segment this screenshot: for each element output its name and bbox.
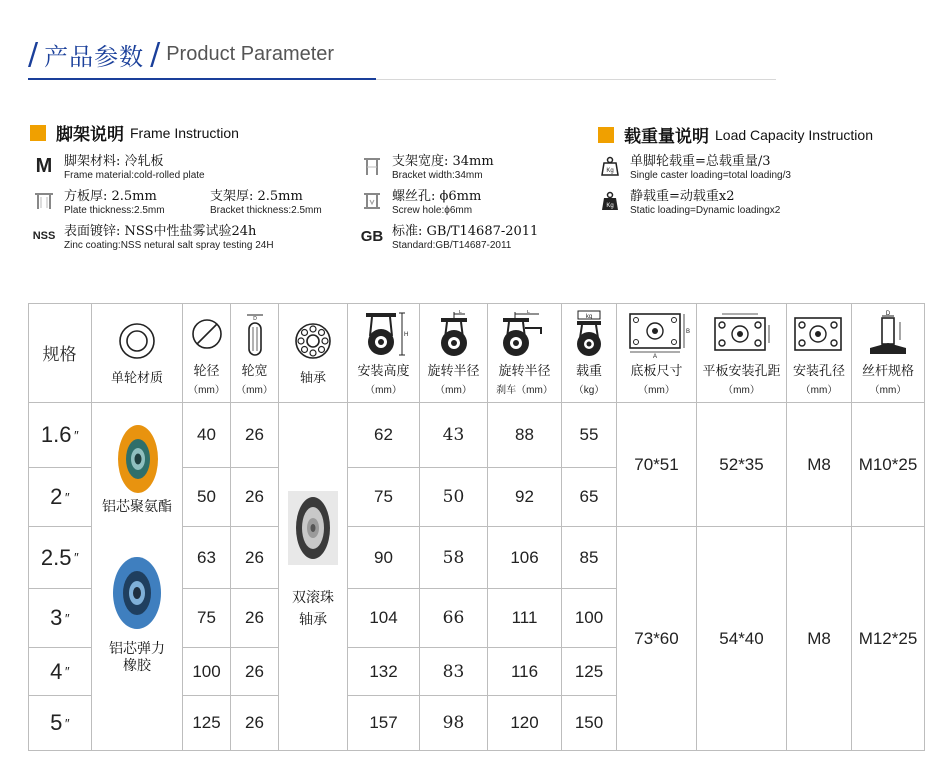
spec-en: Standard:GB/T14687-2011 xyxy=(392,240,512,251)
spec-en: Frame material:cold-rolled plate xyxy=(64,170,205,181)
header-bearing xyxy=(279,303,348,403)
header-label: 旋转半径 xyxy=(498,362,551,378)
load-title-en: Load Capacity Instruction xyxy=(715,126,873,143)
bearing-cell xyxy=(279,403,348,751)
material-label: 铝芯聚氨酯 xyxy=(102,498,172,514)
header-label: 旋转半径 xyxy=(427,362,480,378)
header-title-cn: 产品参数 xyxy=(44,42,145,71)
diameter-icon xyxy=(190,310,224,358)
header-width xyxy=(231,303,279,403)
wheel-ring-icon xyxy=(117,317,157,365)
svg-text:D: D xyxy=(885,310,891,317)
svg-text:L: L xyxy=(458,309,462,315)
header-label: 底板尺寸 xyxy=(630,362,683,378)
install-height-cell: 157 xyxy=(348,696,420,751)
header-swivel-radius-brake xyxy=(488,303,562,403)
orange-square-icon xyxy=(598,127,614,143)
size-cell: 3 ″ xyxy=(28,589,92,648)
width-cell: 26 xyxy=(231,589,279,648)
header-unit: 刹车（mm） xyxy=(496,384,553,396)
diameter-cell: 40 xyxy=(183,403,231,468)
corner-cell xyxy=(28,303,92,403)
bearing-label: 双滚珠 轴承 xyxy=(292,589,334,627)
install-height-cell: 132 xyxy=(348,648,420,696)
header-hole-spacing xyxy=(697,303,787,403)
swivel-radius-cell: 98 xyxy=(420,696,488,751)
diameter-cell: 50 xyxy=(183,468,231,527)
header-label: 平板安装孔距 xyxy=(702,362,781,378)
spec-en: Bracket thickness:2.5mm xyxy=(210,205,322,216)
swivel-radius-brake-cell: 120 xyxy=(488,696,562,751)
header-label: 轮宽 xyxy=(241,362,268,378)
diameter-cell: 63 xyxy=(183,527,231,589)
svg-text:kg: kg xyxy=(585,313,593,320)
wheel-width-icon xyxy=(242,310,268,358)
header-divider xyxy=(376,79,776,80)
spec-cn: 标准: GB/T14687-2011 xyxy=(392,224,539,239)
header-load xyxy=(562,303,617,403)
threaded-stem-cell: M10*25 xyxy=(852,403,925,527)
orange-square-icon xyxy=(30,125,46,141)
hole-diameter-icon xyxy=(791,310,847,358)
spec-cn: 单脚轮载重=总载重量/3 xyxy=(630,154,771,169)
load-cell: 125 xyxy=(562,648,617,696)
spec-cn: 方板厚: 2.5mm xyxy=(64,189,157,204)
swivel-radius-cell: 58 xyxy=(420,527,488,589)
base-plate-cell: 70*51 xyxy=(617,403,697,527)
material-cell xyxy=(92,403,183,751)
spec-single-caster-load xyxy=(598,154,791,182)
size-cell: 4 ″ xyxy=(28,648,92,696)
swivel-radius-icon xyxy=(431,310,477,358)
header-unit: （mm） xyxy=(638,384,675,396)
header-hole-diameter xyxy=(787,303,852,403)
hole-spacing-icon xyxy=(709,310,775,358)
width-cell: 26 xyxy=(231,648,279,696)
frame-title-cn: 脚架说明 xyxy=(56,125,124,145)
hole-diameter-cell: M8 xyxy=(787,403,852,527)
spec-cn: 脚架材料: 冷轧板 xyxy=(64,154,164,169)
hole-spacing-cell: 54*40 xyxy=(697,527,787,751)
header-label: 轮径 xyxy=(193,362,220,378)
load-cell: 85 xyxy=(562,527,617,589)
swivel-radius-brake-cell: 116 xyxy=(488,648,562,696)
diameter-cell: 100 xyxy=(183,648,231,696)
swivel-radius-brake-cell: 111 xyxy=(488,589,562,648)
pu-wheel-image xyxy=(112,423,162,500)
header-unit: （kg） xyxy=(573,384,605,396)
load-cell: 100 xyxy=(562,589,617,648)
spec-cn: 螺丝孔: ϕ6mm xyxy=(392,189,482,204)
bearing-wheel-image xyxy=(288,491,338,570)
width-cell: 26 xyxy=(231,696,279,751)
header-label: 单轮材质 xyxy=(110,370,163,385)
header-material xyxy=(92,303,183,403)
header-unit: （mm） xyxy=(236,384,273,396)
header-install-height xyxy=(348,303,420,403)
swivel-radius-brake-icon xyxy=(497,310,553,358)
swivel-radius-cell: 50 xyxy=(420,468,488,527)
svg-text:Kg: Kg xyxy=(606,168,614,174)
header-unit: （mm） xyxy=(435,384,472,396)
swivel-radius-cell: 43 xyxy=(420,403,488,468)
header-swivel-radius xyxy=(420,303,488,403)
spec-static-load xyxy=(598,189,780,217)
svg-text:A: A xyxy=(652,353,657,358)
header-slash: / xyxy=(150,36,161,72)
load-title-cn: 载重量说明 xyxy=(624,127,709,147)
spec-en: Plate thickness:2.5mm xyxy=(64,205,165,216)
header-unit: （mm） xyxy=(869,384,907,396)
diameter-cell: 125 xyxy=(183,696,231,751)
spec-cn: 支架厚: 2.5mm xyxy=(210,189,303,204)
svg-text:B: B xyxy=(685,328,690,335)
header-slash: / xyxy=(28,36,39,72)
header-label: 轴承 xyxy=(299,370,326,385)
swivel-radius-cell: 83 xyxy=(420,648,488,696)
base-plate-icon xyxy=(622,310,692,358)
header-unit: （mm） xyxy=(188,384,225,396)
threaded-stem-cell: M12*25 xyxy=(852,527,925,751)
spec-frame-material xyxy=(32,154,205,182)
size-cell: 2 ″ xyxy=(28,468,92,527)
header-label: 安装孔径 xyxy=(792,362,845,378)
spec-zinc-coating xyxy=(32,224,274,252)
material-label: 铝芯弹力 橡胶 xyxy=(109,640,165,673)
weight-outline-icon xyxy=(598,154,622,178)
svg-text:L: L xyxy=(526,309,530,315)
page-header xyxy=(28,34,334,74)
threaded-stem-icon xyxy=(864,310,912,358)
size-cell: 2.5 ″ xyxy=(28,527,92,589)
screw-hole-icon xyxy=(360,189,384,213)
weight-solid-icon xyxy=(598,189,622,213)
install-height-cell: 75 xyxy=(348,468,420,527)
header-underline xyxy=(28,78,376,80)
header-label: 丝杆规格 xyxy=(861,362,914,378)
hole-diameter-cell: M8 xyxy=(787,527,852,751)
load-cell: 55 xyxy=(562,403,617,468)
load-icon xyxy=(569,310,609,358)
load-section-title xyxy=(598,122,873,147)
width-cell: 26 xyxy=(231,527,279,589)
install-height-cell: 62 xyxy=(348,403,420,468)
spec-en: Static loading=Dynamic loadingx2 xyxy=(630,205,781,216)
svg-text:H: H xyxy=(403,331,408,338)
header-unit: （mm） xyxy=(365,384,402,396)
header-threaded-stem xyxy=(852,303,925,403)
install-height-cell: 104 xyxy=(348,589,420,648)
load-cell: 65 xyxy=(562,468,617,527)
spec-cn: 静载重=动载重x2 xyxy=(630,189,735,204)
install-height-cell: 90 xyxy=(348,527,420,589)
swivel-radius-brake-cell: 88 xyxy=(488,403,562,468)
size-cell: 5 ″ xyxy=(28,696,92,751)
swivel-radius-cell: 66 xyxy=(420,589,488,648)
spec-en: Zinc coating:NSS netural salt spray testing 24H xyxy=(64,240,274,251)
material-m-icon: M xyxy=(35,154,53,177)
header-base-plate xyxy=(617,303,697,403)
header-unit: （mm） xyxy=(800,384,838,396)
swivel-radius-brake-cell: 106 xyxy=(488,527,562,589)
spec-en: Bracket width:34mm xyxy=(392,170,483,181)
spec-en: Single caster loading=total loading/3 xyxy=(630,170,791,181)
header-unit: （mm） xyxy=(723,384,760,396)
header-label: 载重 xyxy=(575,362,602,378)
nss-icon: NSS xyxy=(32,230,56,242)
plate-icon xyxy=(32,189,56,213)
spec-en: Screw hole:ϕ6mm xyxy=(392,205,473,216)
header-label: 安装高度 xyxy=(357,362,410,378)
rubber-wheel-image xyxy=(107,555,167,636)
spec-cn: 表面镀锌: NSS中性盐雾试验24h xyxy=(64,224,257,239)
diameter-cell: 75 xyxy=(183,589,231,648)
frame-title-en: Frame Instruction xyxy=(130,124,239,141)
spec-thickness xyxy=(32,189,322,217)
install-height-icon xyxy=(358,310,410,358)
size-cell: 1.6 ″ xyxy=(28,403,92,468)
bracket-width-icon xyxy=(360,154,384,178)
gb-icon: GB xyxy=(360,227,384,245)
header-title-en: Product Parameter xyxy=(166,42,335,65)
frame-section-title xyxy=(30,120,239,145)
width-cell: 26 xyxy=(231,403,279,468)
spec-bracket-width xyxy=(360,154,494,182)
bearing-icon xyxy=(293,317,333,365)
base-plate-cell: 73*60 xyxy=(617,527,697,751)
svg-text:D: D xyxy=(252,315,257,322)
hole-spacing-cell: 52*35 xyxy=(697,403,787,527)
load-cell: 150 xyxy=(562,696,617,751)
header-diameter xyxy=(183,303,231,403)
swivel-radius-brake-cell: 92 xyxy=(488,468,562,527)
spec-screw-hole xyxy=(360,189,481,217)
svg-text:Kg: Kg xyxy=(606,203,614,209)
width-cell: 26 xyxy=(231,468,279,527)
product-parameter-table xyxy=(28,303,925,751)
corner-label: 规格 xyxy=(42,345,77,364)
spec-cn: 支架宽度: 34mm xyxy=(392,154,494,169)
spec-standard xyxy=(360,224,538,252)
